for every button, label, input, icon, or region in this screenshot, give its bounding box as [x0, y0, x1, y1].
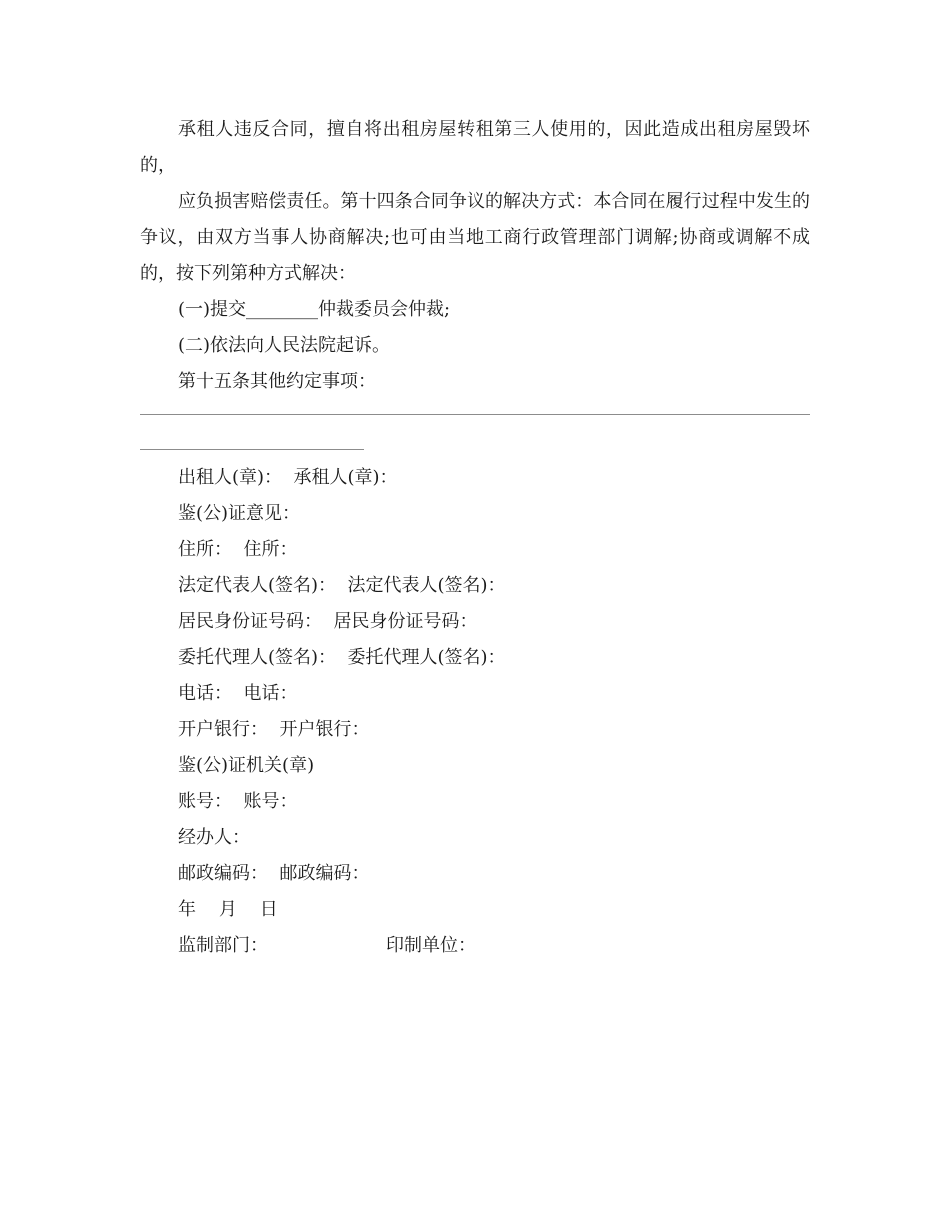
printer-label: 印制单位：	[386, 935, 476, 956]
sig-line-account: 账号： 账号：	[178, 791, 298, 812]
sig-line-date: 年 月 日	[178, 899, 278, 920]
blank-fill-line-long	[140, 414, 810, 415]
supervisor-label: 监制部门：	[178, 935, 268, 956]
sig-line-agent: 委托代理人(签名)： 委托代理人(签名)：	[178, 647, 506, 668]
option-litigation: (二)依法向人民法院起诉。	[178, 335, 391, 356]
document-body	[140, 112, 810, 964]
footer-line	[140, 928, 810, 964]
article-15-heading: 第十五条其他约定事项：	[178, 371, 376, 392]
sig-line-id-number: 居民身份证号码： 居民身份证号码：	[178, 611, 478, 632]
sig-line-bank: 开户银行： 开户银行：	[178, 719, 370, 740]
sig-line-handler: 经办人：	[178, 827, 250, 848]
sig-line-address: 住所： 住所：	[178, 539, 298, 560]
sig-line-legal-rep: 法定代表人(签名)： 法定代表人(签名)：	[178, 575, 506, 596]
blank-fill-line-short	[140, 449, 364, 450]
sig-line-seal: 出租人(章)： 承租人(章)：	[178, 467, 398, 488]
signature-block	[140, 460, 810, 964]
sig-line-notary-opinion: 鉴(公)证意见：	[178, 503, 301, 524]
sig-line-notary-office: 鉴(公)证机关(章)	[178, 755, 315, 776]
option-arbitration: (一)提交________仲裁委员会仲裁;	[178, 299, 451, 320]
paragraph-breach-clause: 承租人违反合同，擅自将出租房屋转租第三人使用的，因此造成出租房屋毁坏的，	[140, 119, 810, 176]
sig-line-phone: 电话： 电话：	[178, 683, 298, 704]
paragraph-dispute-resolution: 应负损害赔偿责任。第十四条合同争议的解决方式：本合同在履行过程中发生的争议，由双方当事人协商解决;也可由当地工商行政管理部门调解;协商或调解不成的，按下列第种方式解决：	[140, 191, 810, 284]
sig-line-postcode: 邮政编码： 邮政编码：	[178, 863, 370, 884]
